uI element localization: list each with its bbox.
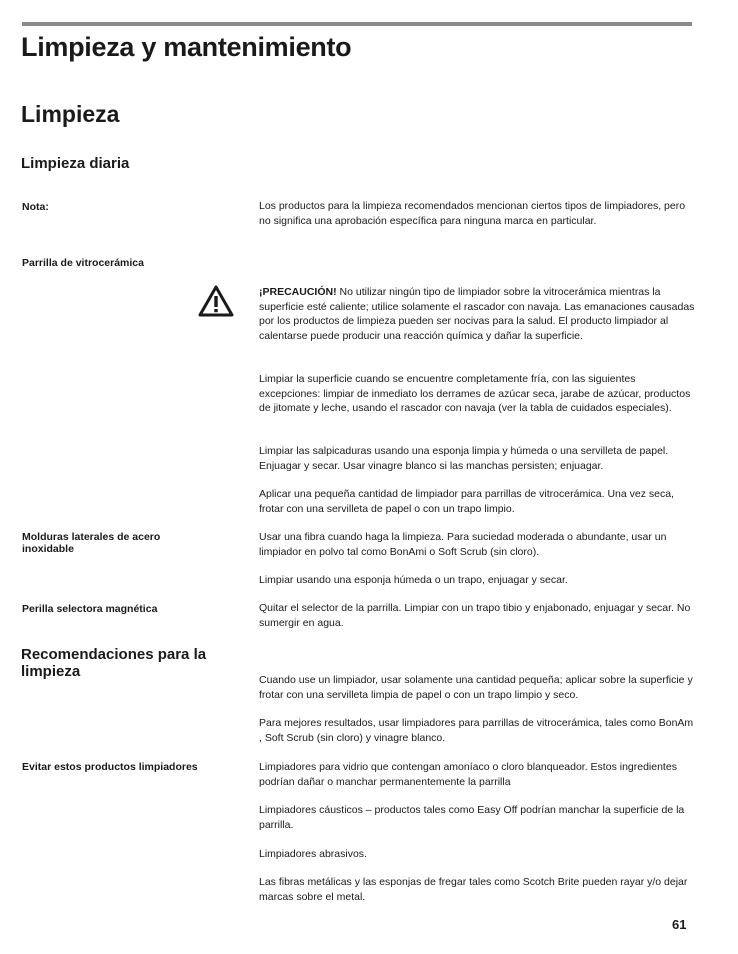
evitar-paragraph-2: Limpiadores cáusticos – productos tales como Easy Off podrían manchar la superficie de la parrilla.: [259, 804, 685, 831]
page-number: 61: [672, 917, 687, 932]
molduras-paragraph-1: Usar una fibra cuando haga la limpieza. Para suciedad moderada o abundante, usar un limpiador en polvo tal como BonAmi o Soft Scrub (sin cloro).: [259, 531, 667, 558]
warning-triangle-icon: [197, 284, 235, 318]
recomendaciones-paragraph-2: Para mejores resultados, usar limpiadores para parrillas de vitrocerámica, tales como BonAm , Soft Scrub (sin cloro) y vinagre blanco.: [259, 717, 694, 744]
evitar-paragraph-3: Limpiadores abrasivos.: [259, 848, 367, 860]
parrilla-paragraph-2: Limpiar las salpicaduras usando una esponja limpia y húmeda o una servilleta de papel. Enjuagar y secar. Usar vinagre blanco si las manchas persisten; enjuagar.: [259, 445, 669, 472]
evitar-label: Evitar estos productos limpiadores: [22, 761, 198, 773]
recomendaciones-heading: Recomendaciones para la limpieza: [21, 646, 207, 680]
caution-paragraph: [259, 285, 695, 343]
parrilla-paragraph-1: Limpiar la superficie cuando se encuentre completamente fría, con las siguientes excepciones: limpiar de inmediato los derrames de azúcar seca, jarabe de azúcar, productos de jitomate y leche, usando el rascador con navaja (ver la tabla de cuidados especiales).: [259, 373, 691, 414]
perilla-paragraph-1: Quitar el selector de la parrilla. Limpiar con un trapo tibio y enjabonado, enjuagar y secar. No sumergir en agua.: [259, 602, 691, 629]
nota-label: Nota:: [22, 201, 49, 213]
evitar-paragraph-4: Las fibras metálicas y las esponjas de fregar tales como Scotch Brite pueden rayar y/o dejar marcas sobre el metal.: [259, 876, 688, 903]
section-heading: Limpieza: [21, 101, 120, 127]
parrilla-label: Parrilla de vitrocerámica: [22, 257, 144, 269]
caution-text: No utilizar ningún tipo de limpiador sobre la vitrocerámica mientras la superficie esté caliente; utilice solamente el rascador con navaja. Las emanaciones causadas por los productos de limpieza pueden ser nocivas para la salud. El producto limpiador al calentarse puede producir una reacción química y dañar la superficie.: [259, 286, 695, 342]
nota-text: Los productos para la limpieza recomendados mencionan ciertos tipos de limpiadores, pero no significa una aprobación específica para ninguna marca en particular.: [259, 200, 686, 227]
perilla-label: Perilla selectora magnética: [22, 603, 158, 615]
top-rule: [22, 22, 692, 26]
evitar-paragraph-1: Limpiadores para vidrio que contengan amoníaco o cloro blanqueador. Estos ingredientes podrían dañar o manchar permanentemente la parrilla: [259, 761, 677, 788]
recomendaciones-paragraph-1: Cuando use un limpiador, usar solamente una cantidad pequeña; aplicar sobre la superficie y frotar con una servilleta limpia de papel o con un trapo limpio y seco.: [259, 674, 693, 701]
subsection-heading: Limpieza diaria: [21, 155, 130, 172]
parrilla-paragraph-3: Aplicar una pequeña cantidad de limpiador para parrillas de vitrocerámica. Una vez seca, frotar con una servilleta de papel o con un trapo limpio.: [259, 488, 674, 515]
molduras-label: Molduras laterales de acero inoxidable: [22, 531, 161, 555]
molduras-paragraph-2: Limpiar usando una esponja húmeda o un trapo, enjuagar y secar.: [259, 574, 568, 586]
page-title: Limpieza y mantenimiento: [21, 32, 352, 62]
caution-label: ¡PRECAUCIÓN!: [259, 286, 337, 298]
